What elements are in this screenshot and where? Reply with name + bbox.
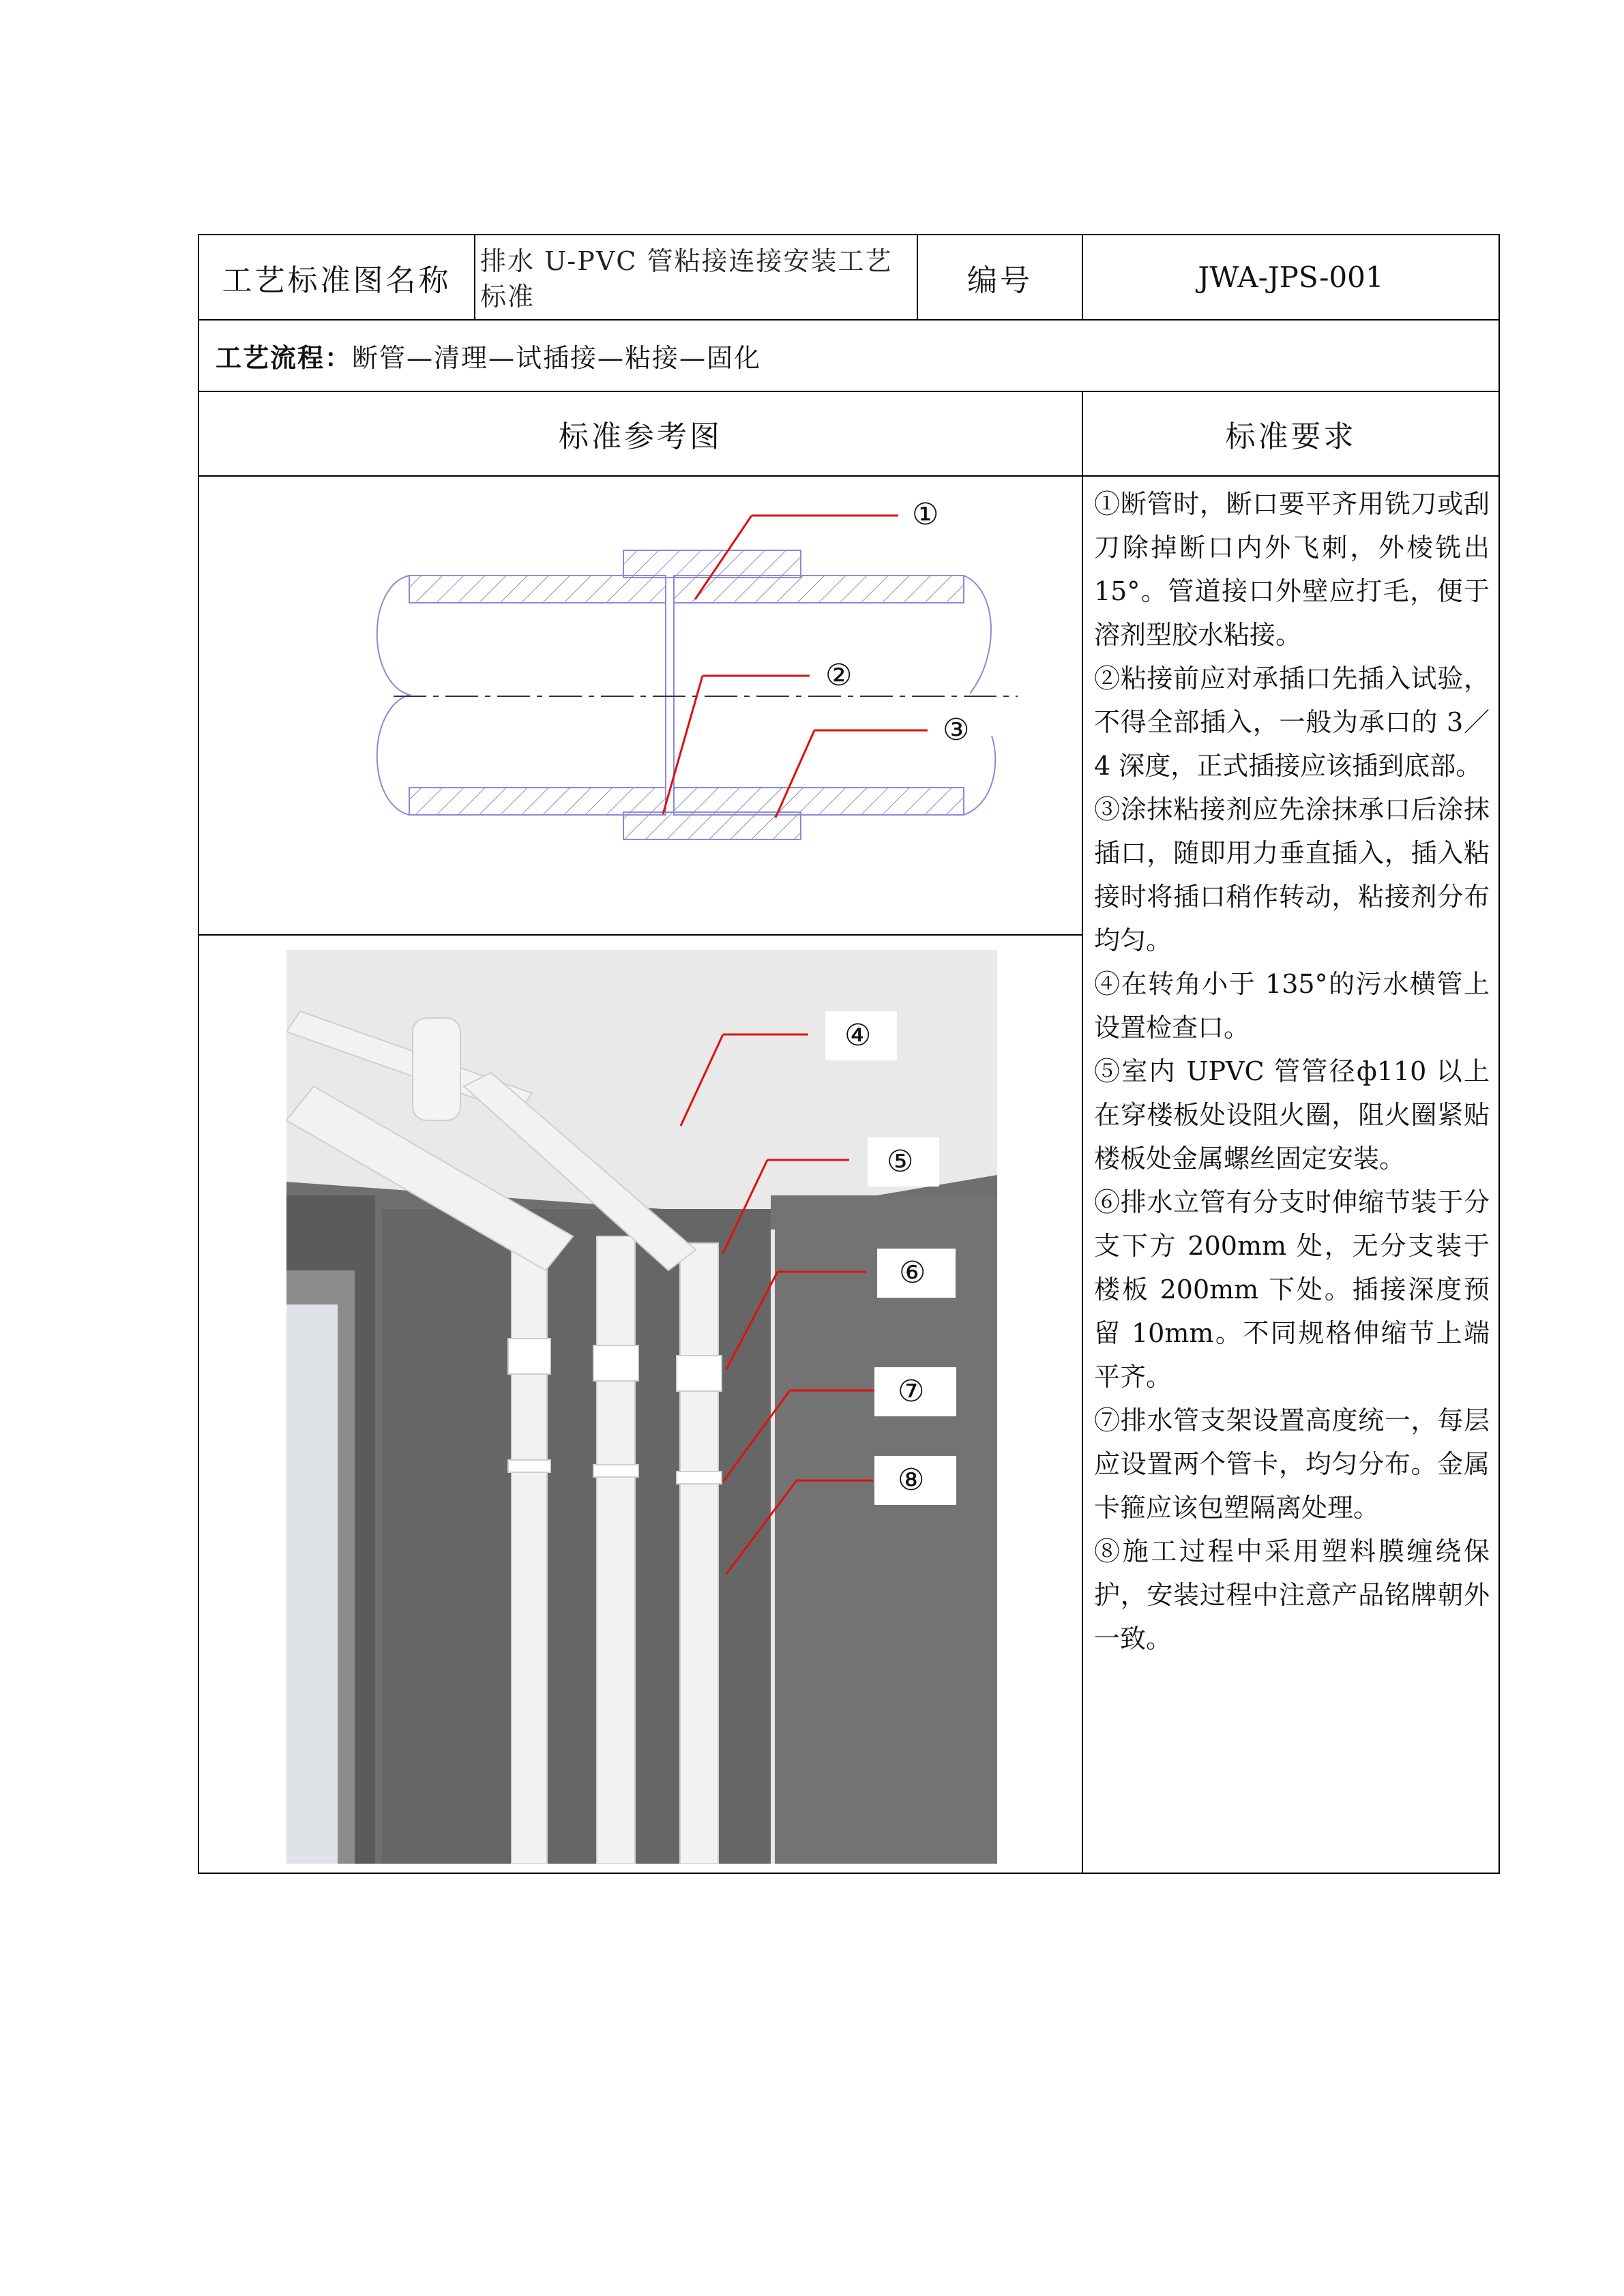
title-label: 工艺标准图名称 — [222, 263, 452, 298]
code-value: JWA-JPS-001 — [1198, 260, 1384, 294]
requirement-3: ③涂抹粘接剂应先涂抹承口后涂抹插口，随即用力垂直插入，插入粘接时将插口稍作转动，粘接剂分布均匀。 — [1094, 794, 1490, 955]
requirements-list — [1094, 482, 1490, 1660]
reference-heading-cell — [199, 392, 1082, 475]
requirement-1: ①断管时，断口要平齐用铣刀或刮刀除掉断口内外飞刺，外棱铣出 15°。管道接口外壁应打毛，便于溶剂型胶水粘接。 — [1094, 489, 1490, 650]
marker-8: ⑧ — [898, 1463, 925, 1497]
requirement-5: ⑤室内 UPVC 管管径ф110 以上在穿楼板处设阻火圈，阻火圈紧贴楼板处金属螺丝固定安装。 — [1094, 1056, 1490, 1174]
pipe-joint-diagram — [329, 477, 1072, 934]
marker-3: ③ — [943, 713, 970, 747]
process-label: 工艺流程： — [216, 342, 353, 373]
marker-2: ② — [825, 658, 853, 693]
code-label-cell — [918, 235, 1082, 319]
requirement-4: ④在转角小于 135°的污水横管上设置检查口。 — [1094, 969, 1490, 1043]
requirement-6: ⑥排水立管有分支时伸缩节装于分支下方 200mm 处，无分支装于楼板 200mm 下处。插接深度预留 10mm。不同规格伸缩节上端平齐。 — [1094, 1187, 1490, 1392]
title-value: 排水 U-PVC 管粘接连接安装工艺标准 — [480, 245, 893, 312]
reference-heading: 标准参考图 — [559, 419, 722, 454]
title-label-cell — [199, 235, 474, 319]
title-value-cell — [480, 239, 910, 318]
process-steps: 断管—清理—试插接—粘接—固化 — [352, 343, 762, 373]
standard-sheet — [198, 234, 1500, 1874]
marker-5: ⑤ — [887, 1144, 914, 1179]
marker-4: ④ — [844, 1018, 872, 1053]
requirements-heading: 标准要求 — [1225, 419, 1357, 454]
requirements-heading-cell — [1083, 392, 1498, 475]
marker-7: ⑦ — [898, 1374, 925, 1409]
requirement-7: ⑦排水管支架设置高度统一，每层应设置两个管卡，均匀分布。金属卡箍应该包塑隔离处理。 — [1094, 1405, 1490, 1523]
process-row — [216, 320, 1484, 391]
code-value-cell — [1083, 235, 1498, 319]
col-divider-main — [1082, 391, 1083, 1873]
marker-1: ① — [912, 497, 939, 532]
left-pipe — [377, 576, 666, 815]
right-pipe — [674, 576, 995, 815]
diagram-photo-divider — [199, 934, 1083, 936]
installation-photo — [286, 950, 997, 1864]
requirement-2: ②粘接前应对承插口先插入试验，不得全部插入，一般为承口的 3／4 深度，正式插接应该插到底部。 — [1094, 664, 1490, 781]
marker-6: ⑥ — [899, 1255, 926, 1290]
requirement-8: ⑧施工过程中采用塑料膜缠绕保护，安装过程中注意产品铭牌朝外一致。 — [1094, 1536, 1490, 1654]
code-label: 编号 — [967, 263, 1033, 298]
col-divider-a — [474, 235, 475, 319]
